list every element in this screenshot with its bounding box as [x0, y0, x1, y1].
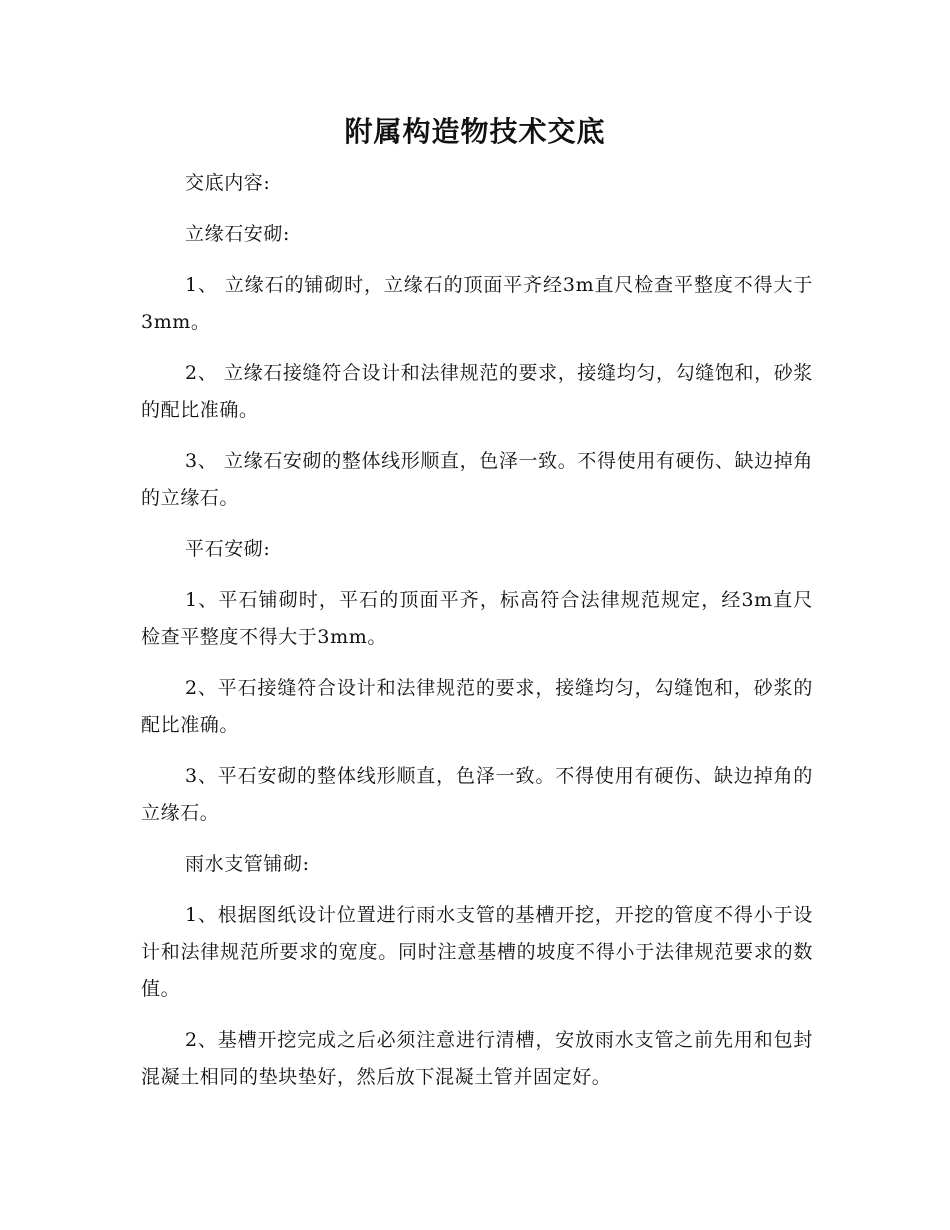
section-heading-flat-stone: 平石安砌:: [185, 538, 271, 560]
paragraph: 2、平石接缝符合设计和法律规范的要求，接缝均匀，勾缝饱和，砂浆的配比准确。: [141, 677, 813, 736]
paragraph: 1、 立缘石的铺砌时，立缘石的顶面平齐经3m直尺检查平整度不得大于3mm。: [141, 274, 813, 333]
document-title: 附属构造物技术交底: [344, 115, 606, 148]
paragraph-intro: 交底内容:: [185, 172, 271, 194]
section-heading-curb-stone: 立缘石安砌:: [185, 223, 291, 245]
paragraph: 1、根据图纸设计位置进行雨水支管的基槽开挖，开挖的管度不得小于设计和法律规范所要求的宽度。同时注意基槽的坡度不得小于法律规范要求的数值。: [141, 904, 813, 1000]
paragraph: 3、平石安砌的整体线形顺直，色泽一致。不得使用有硬伤、缺边掉角的立缘石。: [141, 765, 813, 824]
paragraph: 3、 立缘石安砌的整体线形顺直，色泽一致。不得使用有硬伤、缺边掉角的立缘石。: [141, 450, 813, 509]
document-body: [141, 165, 813, 1110]
paragraph: 2、基槽开挖完成之后必须注意进行清槽，安放雨水支管之前先用和包封混凝土相同的垫块垫好，然后放下混凝土管并固定好。: [141, 1029, 813, 1088]
paragraph: 1、平石铺砌时，平石的顶面平齐，标高符合法律规范规定，经3m直尺检查平整度不得大于3mm。: [141, 589, 813, 648]
paragraph: 2、 立缘石接缝符合设计和法律规范的要求，接缝均匀，勾缝饱和，砂浆的配比准确。: [141, 362, 813, 421]
section-heading-rain-pipe: 雨水支管铺砌:: [185, 853, 310, 875]
